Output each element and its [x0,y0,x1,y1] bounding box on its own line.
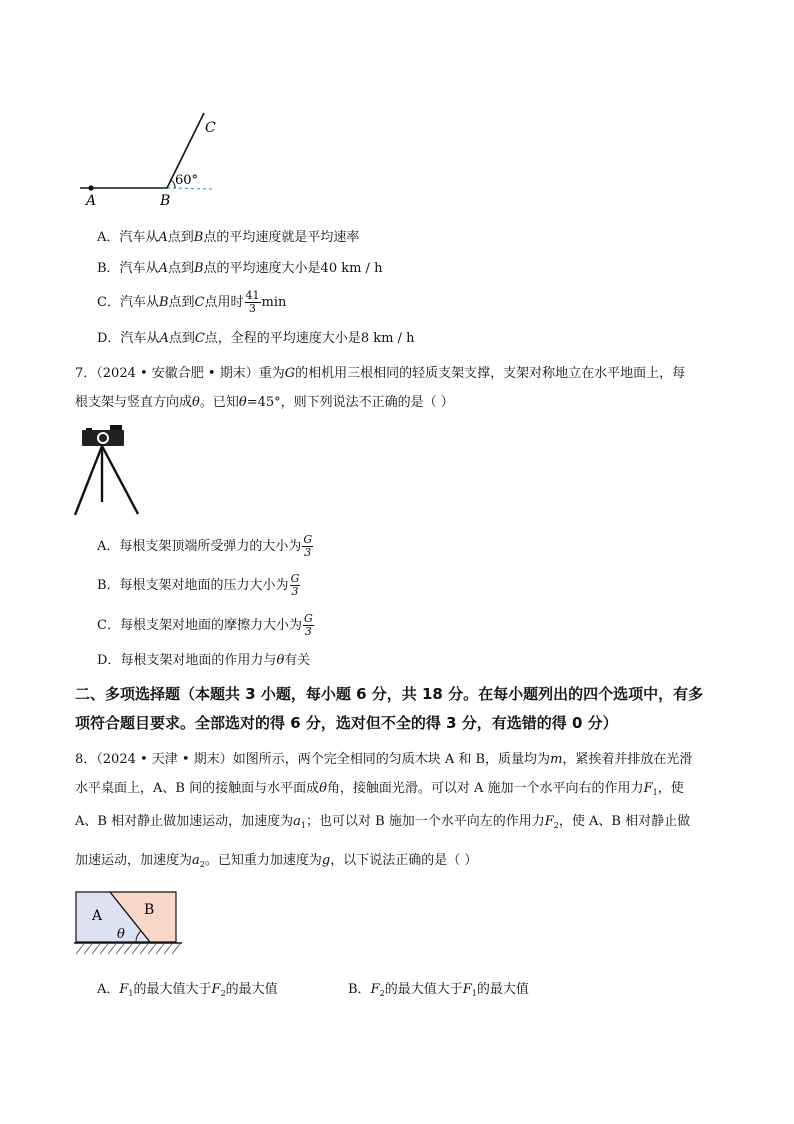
q8-blocks-figure [72,888,184,964]
q8-stem-line1: 8．（2024 • 天津 • 期末）如图所示，两个完全相同的匀质木块 A 和 B，质量均为m，紧挨着并排放在光滑 [75,752,693,767]
q7-stem-line1: 7．（2024 • 安徽合肥 • 期末）重为G的相机用三根相同的轻质支架支撑，支架对称地立在水平地面上，每 [75,366,686,381]
fraction-41-3: $\frac{41}{3}$ [245,289,260,315]
fig6-angle-label: 60° [175,173,199,188]
q8-option-b: B．$F_2$的最大值大于$F_1$的最大值 [348,982,529,998]
q6-option-c: C．汽车从B点到C点用时 $\frac{41}{3}$ min [97,289,287,315]
fig6-label-b: B [160,193,171,209]
fig6-label-c: C [205,120,216,136]
q7-tripod-camera-figure [72,422,152,522]
q6-option-a: A．汽车从A点到B点的平均速度就是平均速率 [97,230,360,245]
q8-fig-theta: θ [117,927,125,942]
fig6-label-a: A [86,193,97,209]
q8-stem-line4: 加速运动，加速度为$a_2$。已知重力加速度为g，以下说法正确的是（ ） [75,853,478,869]
q6-option-b: B．汽车从A点到B点的平均速度大小是40 km / h [97,261,383,276]
q6-option-d: D．汽车从A点到C点，全程的平均速度大小是8 km / h [97,331,415,346]
q8-stem-line2: 水平桌面上，A、B 间的接触面与水平面成θ角，接触面光滑。可以对 A 施加一个水平向右的作用力$F_1$，使 [75,781,684,797]
q8-fig-label-a: A [92,908,103,924]
q7-option-d: D．每根支架对地面的作用力与θ有关 [97,653,311,668]
section2-heading-line2: 项符合题目要求。全部选对的得 6 分，选对但不全的得 3 分，有选错的得 0 分） [75,714,618,732]
point-a-marker [88,185,93,190]
q8-option-a: A．$F_1$的最大值大于$F_2$的最大值 [97,982,278,998]
q8-stem-line3: A、B 相对静止做加速运动，加速度为$a_1$；也可以对 B 施加一个水平向左的作用力$F_2$，使 A、B 相对静止做 [75,814,691,830]
section2-heading-line1: 二、多项选择题（本题共 3 小题，每小题 6 分，共 18 分。在每小题列出的四个选项中，有多 [75,685,704,703]
q7-option-b: B．每根支架对地面的压力大小为 $\frac{G}{3}$ [97,572,300,598]
q8-fig-label-b: B [144,902,155,918]
q7-option-a: A．每根支架顶端所受弹力的大小为 $\frac{G}{3}$ [97,533,313,559]
q7-option-c: C．每根支架对地面的摩擦力大小为 $\frac{G}{3}$ [97,612,313,638]
q6-figure-angle-diagram [75,105,235,210]
q7-stem-line2: 根支架与竖直方向成θ。已知θ=45°，则下列说法不正确的是（ ） [75,395,454,410]
